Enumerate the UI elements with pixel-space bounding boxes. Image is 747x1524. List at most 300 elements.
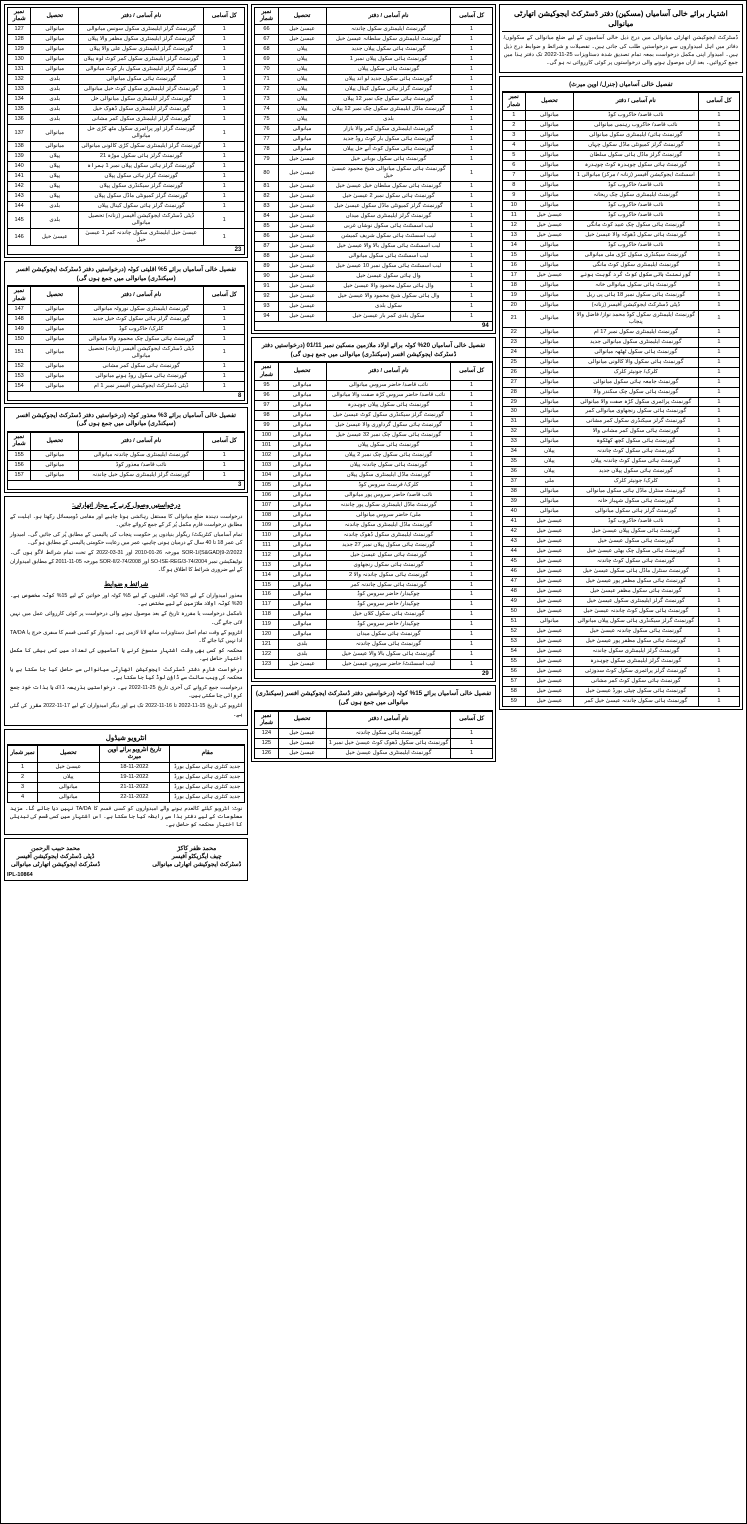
cell-count: 1 — [698, 200, 739, 210]
cell-tehsil: میانوالی — [525, 180, 573, 190]
cell-sr: 8 — [502, 180, 525, 190]
schedule-row — [8, 783, 245, 793]
col-date: تاریخ انٹرویو برائے اوپن میرٹ — [99, 745, 170, 762]
cell-sr: 102 — [255, 450, 278, 460]
cell-count: 1 — [698, 337, 739, 347]
cell-sr: 29 — [502, 397, 525, 407]
cell-count: 1 — [451, 55, 492, 65]
cell-post: گورنمنٹ ہائی سکول کچھ کھٹکوہ — [573, 437, 698, 447]
cell-count: 1 — [451, 600, 492, 610]
cell-count: 1 — [451, 302, 492, 312]
cell-tehsil: میانوالی — [31, 35, 79, 45]
cell-sr: 142 — [8, 182, 31, 192]
col-post: نام آسامی / دفتر — [326, 8, 451, 25]
disabled-rows-body — [8, 450, 245, 480]
cell-sr: 28 — [502, 387, 525, 397]
cell-count: 1 — [204, 105, 245, 115]
cell-count: 1 — [204, 460, 245, 470]
schedule-row — [8, 793, 245, 803]
cell-count: 1 — [698, 417, 739, 427]
cell-center: جدید کنٹری ہائی سکول بورڈ — [170, 763, 245, 773]
table-row — [502, 300, 739, 310]
cell-post: کلرک/ خاکروب کوڈ — [79, 324, 204, 334]
cell-post: گورنمنٹ ایلیمنٹری سکول میانوالی جدید — [573, 337, 698, 347]
table-row — [255, 155, 492, 165]
cell-tehsil: میانوالی — [278, 470, 326, 480]
cell-post: گورنمنٹ ہائی سکول چپٹی بورڈ عیسیٰ خیل — [573, 687, 698, 697]
cell-tehsil: میانوالی — [31, 324, 79, 334]
cell-tehsil: عیسیٰ خیل — [31, 229, 79, 246]
cell-count: 1 — [451, 520, 492, 530]
cell-center: جدید کنٹری ہائی سکول بورڈ — [170, 783, 245, 793]
table-row — [502, 200, 739, 210]
cell-count: 1 — [451, 192, 492, 202]
col-sr: نمبر شمار — [8, 433, 31, 450]
table-row — [255, 242, 492, 252]
table-row — [502, 240, 739, 250]
table-row — [8, 142, 245, 152]
cell-post: گورنمنٹ سنٹرل ماڈل ہائی سکول میانوالی — [573, 487, 698, 497]
table-row — [502, 437, 739, 447]
cell-post: گورنمنٹ ہائی سکول والا کالونی میانوالی — [573, 357, 698, 367]
cell-post: سکول بلدی — [326, 302, 451, 312]
cell-count: 1 — [451, 45, 492, 55]
col-tehsil: تحصیل — [31, 433, 79, 450]
general-rows-body-right — [502, 110, 739, 706]
cell-count: 1 — [204, 314, 245, 324]
cell-tehsil: عیسیٰ خیل — [525, 687, 573, 697]
cell-count: 1 — [451, 212, 492, 222]
cell-sr: 122 — [255, 650, 278, 660]
cell-count: 1 — [698, 220, 739, 230]
table-row — [255, 282, 492, 292]
cell-count: 1 — [698, 437, 739, 447]
cell-sr: 30 — [502, 407, 525, 417]
table-row — [502, 637, 739, 647]
table-row — [255, 202, 492, 212]
cell-tehsil: عیسیٰ خیل — [525, 517, 573, 527]
table-row — [502, 220, 739, 230]
table-row — [8, 314, 245, 324]
cell-post: گورنمنٹ گرلز ایلیمنٹری سکول کڑی کالونی میانوالی — [79, 142, 204, 152]
cell-post: گورنمنٹ ہائی سکول گرداوری والا عیسیٰ خیل — [326, 420, 451, 430]
cell-post: گورنمنٹ ہائی سکول چک سکندر والا — [573, 387, 698, 397]
cell-post: لیب اسسٹنٹ ہائی سکول بالا والا عیسیٰ خیل — [326, 242, 451, 252]
cell-count: 1 — [451, 202, 492, 212]
cell-tehsil: میانوالی — [525, 190, 573, 200]
cell-post: گورنمنٹ ہائی سکول شہباز خانہ — [573, 497, 698, 507]
widow-rows-body — [255, 729, 492, 759]
cell-tehsil: عیسیٰ خیل — [278, 312, 326, 322]
signature-left — [152, 845, 241, 870]
cell-sr: 136 — [8, 115, 31, 125]
cell-count: 1 — [451, 85, 492, 95]
table-row — [502, 627, 739, 637]
table-row — [255, 262, 492, 272]
cell-tehsil: میانوالی — [278, 480, 326, 490]
cell-post: گورنمنٹ گرلز کمیونٹی ماڈل سکول عیسیٰ خیل — [326, 202, 451, 212]
cell-sr: 148 — [8, 314, 31, 324]
col-sr: نمبر شمار — [8, 287, 31, 304]
cell-sr: 49 — [502, 597, 525, 607]
cell-tehsil: میانوالی — [525, 130, 573, 140]
cell-post: گورنمنٹ ہائی سکول پپلاں چوہدرہ — [326, 400, 451, 410]
cell-post: گورنمنٹ گرلز ہائی سکول پپلاں — [79, 172, 204, 182]
cell-post: گورنمنٹ ہائی سکول عیسیٰ خیل — [326, 550, 451, 560]
cell-post: چوکیدار/ حاضر سروس کوڈ — [326, 590, 451, 600]
table-row — [255, 550, 492, 560]
terms-paragraph: نامکمل درخواست یا مقررہ تاریخ کے بعد موصول ہونے والی درخواست پر کوئی کارروائی عمل میں نہیں لائی جائے گی۔ — [10, 611, 243, 626]
col-sr: نمبر شمار — [255, 363, 278, 380]
cell-sr: 56 — [502, 667, 525, 677]
cell-post: گورنمنٹ ایلیمنٹری سکول کوٹ مانگی — [573, 260, 698, 270]
table-row — [502, 397, 739, 407]
cell-tehsil: میانوالی — [278, 390, 326, 400]
cell-tehsil: عیسیٰ خیل — [278, 182, 326, 192]
cell-count: 1 — [698, 230, 739, 240]
cell-sr: 59 — [502, 697, 525, 707]
table-row — [255, 302, 492, 312]
cell-tehsil: عیسیٰ خیل — [278, 729, 326, 739]
cell-tehsil: میانوالی — [31, 142, 79, 152]
cell-post: گورنمنٹ گرلز ایلیمنٹری سکول چوہدرہ — [573, 657, 698, 667]
cell-sr: 100 — [255, 430, 278, 440]
cell-tehsil: پپلاں — [31, 192, 79, 202]
table-row — [502, 607, 739, 617]
cell-post: گورنمنٹ ہائی سکول عیسیٰ خیل — [573, 537, 698, 547]
cell-sr: 113 — [255, 560, 278, 570]
table-row — [255, 600, 492, 610]
cell-tehsil: عیسیٰ خیل — [278, 232, 326, 242]
cell-post: گورنمنٹ ہائی سکول کلاں خیل — [326, 610, 451, 620]
apply-authority-text — [7, 511, 245, 578]
table-row — [502, 537, 739, 547]
table-row — [502, 507, 739, 517]
table-row — [502, 517, 739, 527]
table-row — [255, 640, 492, 650]
cell-tehsil: عیسیٰ خیل — [278, 262, 326, 272]
table-row — [502, 497, 739, 507]
signature-right-office: ڈسٹرکٹ ایجوکیشن اتھارٹی میانوالی — [11, 862, 101, 869]
total-general-left: 23 — [7, 246, 245, 255]
cell-count: 1 — [451, 125, 492, 135]
table-row — [502, 367, 739, 377]
cell-sr: 2 — [502, 120, 525, 130]
cell-count: 1 — [451, 470, 492, 480]
cell-sr: 73 — [255, 95, 278, 105]
table-row — [8, 304, 245, 314]
cell-sr: 3 — [502, 130, 525, 140]
cell-count: 1 — [451, 145, 492, 155]
col-count: کل آسامی — [204, 287, 245, 304]
cell-tehsil: بلدی — [31, 75, 79, 85]
minority-quota-table — [7, 286, 245, 391]
cell-sr: 114 — [255, 570, 278, 580]
cell-post: گورنمنٹ ہائی سکول چاندنہ عیسیٰ خیل — [573, 627, 698, 637]
general-section-title: تفصیل خالی آسامیاں (جنرل/ اوپن میرٹ) — [502, 79, 740, 93]
table-row — [8, 182, 245, 192]
table-row — [8, 162, 245, 172]
cell-tehsil: میانوالی — [31, 470, 79, 480]
cell-count: 1 — [451, 222, 492, 232]
cell-count: 1 — [204, 470, 245, 480]
cell-sr: 84 — [255, 212, 278, 222]
cell-count: 1 — [204, 334, 245, 344]
cell-sr: 12 — [502, 220, 525, 230]
table-row — [255, 380, 492, 390]
cell-post: گورنمنٹ ہائی سکول پپلاں عیسیٰ خیل — [573, 527, 698, 537]
total-general-mid: 94 — [254, 322, 492, 331]
table-row — [8, 95, 245, 105]
cell-count: 1 — [698, 250, 739, 260]
cell-tehsil: میانوالی — [525, 357, 573, 367]
cell-sr: 119 — [255, 620, 278, 630]
cell-sr: 94 — [255, 312, 278, 322]
cell-count: 1 — [451, 135, 492, 145]
table-row — [502, 647, 739, 657]
cell-sr: 33 — [502, 437, 525, 447]
cell-tehsil: میانوالی — [278, 135, 326, 145]
table-row — [255, 165, 492, 182]
table-row — [502, 160, 739, 170]
cell-count: 1 — [451, 570, 492, 580]
cell-count: 1 — [204, 212, 245, 229]
cell-sr: 10 — [502, 200, 525, 210]
cell-post: سکول بلدی کمر بار عیسیٰ خیل — [326, 312, 451, 322]
cell-count: 1 — [451, 739, 492, 749]
cell-date: 22-11-2022 — [99, 793, 170, 803]
cell-sr: 157 — [8, 470, 31, 480]
cell-post: وال ہائی سکول شیخ محمود والا عیسیٰ خیل — [326, 292, 451, 302]
cell-tehsil: میانوالی — [31, 460, 79, 470]
cell-sr: 79 — [255, 155, 278, 165]
cell-post: گورنمنٹ گرلز ایلیمنٹری سکول عیسیٰ خیل — [573, 597, 698, 607]
cell-sr: 78 — [255, 145, 278, 155]
cell-post: گورنمنٹ ہائی سکول چک نمبر 12 پپلاں — [326, 95, 451, 105]
cell-sr: 83 — [255, 202, 278, 212]
table-row — [502, 547, 739, 557]
cell-tehsil: میانوالی — [278, 430, 326, 440]
table-header-row — [255, 363, 492, 380]
cell-tehsil: میانوالی — [31, 25, 79, 35]
cell-tehsil: میانوالی — [525, 290, 573, 300]
cell-post: گورنمنٹ ہائی سکول کمر مشانی والا — [573, 427, 698, 437]
cell-sr: 32 — [502, 427, 525, 437]
table-row — [255, 222, 492, 232]
table-row — [8, 450, 245, 460]
cell-post: گورنمنٹ ایلیمنٹری سکول کمر والا بازار — [326, 125, 451, 135]
cell-post: گورنمنٹ ہائی/ ایلیمنٹری سکول میانوالی — [573, 130, 698, 140]
table-row — [502, 280, 739, 290]
cell-sr: 98 — [255, 410, 278, 420]
cell-sr: 156 — [8, 460, 31, 470]
cell-tehsil: عیسیٰ خیل — [278, 739, 326, 749]
cell-center: جدید کنٹری ہائی سکول بورڈ — [170, 773, 245, 783]
cell-count: 1 — [451, 530, 492, 540]
cell-count: 1 — [451, 500, 492, 510]
cell-sr: 15 — [502, 250, 525, 260]
table-row — [502, 347, 739, 357]
cell-post: لیب اسسٹنٹ ہائی سکول نمبر 10 عیسیٰ خیل — [326, 262, 451, 272]
table-row — [8, 25, 245, 35]
col-count: کل آسامی — [204, 433, 245, 450]
table-header-row — [255, 711, 492, 728]
table-row — [255, 470, 492, 480]
signature-left-designation: چیف ایگزیکٹو آفیسر — [171, 853, 222, 860]
table-row — [255, 55, 492, 65]
col-tehsil: تحصیل — [278, 8, 326, 25]
cell-count: 1 — [204, 324, 245, 334]
cell-sr: 125 — [255, 739, 278, 749]
cell-post: گورنمنٹ ہائی سکول پپلاں جدید — [326, 45, 451, 55]
cell-tehsil: پپلاں — [31, 182, 79, 192]
table-row — [502, 417, 739, 427]
cell-sr: 20 — [502, 300, 525, 310]
table-row — [255, 749, 492, 759]
table-row — [8, 55, 245, 65]
table-row — [502, 557, 739, 567]
cell-sr: 88 — [255, 252, 278, 262]
cell-tehsil: میانوالی — [278, 600, 326, 610]
general-vacancies-table-right — [502, 92, 740, 707]
cell-sr: 66 — [255, 25, 278, 35]
cell-post: گورنمنٹ ایلیمنٹری سکول نمبر 17 ام — [573, 327, 698, 337]
cell-tehsil: پپلاں — [31, 152, 79, 162]
table-row — [8, 344, 245, 361]
cell-tehsil: میانوالی — [278, 490, 326, 500]
cell-sr: 11 — [502, 210, 525, 220]
table-row — [502, 467, 739, 477]
cell-tehsil: عیسیٰ خیل — [278, 660, 326, 670]
cell-tehsil: میانوالی — [31, 344, 79, 361]
cell-tehsil: عیسیٰ خیل — [525, 547, 573, 557]
table-row — [255, 65, 492, 75]
cell-tehsil: عیسیٰ خیل — [525, 220, 573, 230]
signature-right — [11, 845, 100, 870]
cell-post: نائب قاصد/ خاکروب کوڈ — [573, 210, 698, 220]
cell-sr: 27 — [502, 377, 525, 387]
cell-tehsil: عیسیٰ خیل — [525, 597, 573, 607]
cell-count: 1 — [204, 75, 245, 85]
cell-count: 1 — [204, 371, 245, 381]
table-row — [255, 560, 492, 570]
cell-tehsil: عیسیٰ خیل — [525, 270, 573, 280]
cell-sr: 4 — [502, 140, 525, 150]
cell-post: گورنمنٹ گرلز ایلیمنٹری سکول خیل چاندنہ — [79, 470, 204, 480]
cell-count: 1 — [698, 647, 739, 657]
cell-sr: 131 — [8, 65, 31, 75]
cell-post: نائب قاصد/ خاکروب رہنمی میانوالی — [573, 120, 698, 130]
cell-sr: 85 — [255, 222, 278, 232]
cell-count: 1 — [451, 580, 492, 590]
table-row — [502, 310, 739, 327]
cell-sr: 68 — [255, 45, 278, 55]
cell-post: گورنمنٹ ہائی سکول چاندنہ پپلاں — [326, 460, 451, 470]
cell-post: گورنمنٹ گرلز ایلیمنٹری سکول ڈھوک خیل — [79, 105, 204, 115]
cell-post: گورنمنٹ جامعہ ہائی سکول میانوالی — [573, 377, 698, 387]
cell-tehsil: میانوالی — [278, 450, 326, 460]
cell-center: جدید کنٹری ہائی سکول بورڈ — [170, 793, 245, 803]
table-row — [8, 75, 245, 85]
general-vacancies-table-left — [7, 7, 245, 246]
cell-post: گورنمنٹ گرلز ایلیمنٹری سکول بار کوٹ میانوالی — [79, 65, 204, 75]
cell-tehsil: میانوالی — [278, 125, 326, 135]
cell-tehsil: پپلاں — [278, 105, 326, 115]
cell-tehsil: میانوالی — [278, 620, 326, 630]
cell-count: 1 — [451, 400, 492, 410]
table-row — [255, 390, 492, 400]
total-children: 29 — [254, 670, 492, 679]
cell-sr: 40 — [502, 507, 525, 517]
cell-tehsil: میانوالی — [525, 240, 573, 250]
table-row — [502, 567, 739, 577]
cell-tehsil: عیسیٰ خیل — [525, 637, 573, 647]
cell-sr: 153 — [8, 371, 31, 381]
cell-count: 1 — [451, 182, 492, 192]
cell-post: گورنمنٹ گرلز ایلیمنٹری سکول میداں — [326, 212, 451, 222]
cell-post: گورنمنٹ گرلز سیکنڈری سکول کوٹ عیسیٰ خیل — [326, 410, 451, 420]
cell-count: 1 — [204, 115, 245, 125]
table-row — [502, 230, 739, 240]
minority-rows-body — [8, 304, 245, 391]
cell-sr: 6 — [502, 160, 525, 170]
cell-post: نائب قاصد/ حاضر سروس کڑہ صفت والا میانوالی — [326, 390, 451, 400]
cell-tehsil: میانوالی — [278, 145, 326, 155]
table-row — [502, 120, 739, 130]
cell-tehsil: عیسیٰ خیل — [525, 557, 573, 567]
table-row — [255, 729, 492, 739]
cell-tehsil: عیسیٰ خیل — [278, 212, 326, 222]
cell-tehsil: میانوالی — [37, 783, 99, 793]
schedule-row — [8, 763, 245, 773]
cell-post: گورنمنٹ ماڈل ایلیمنٹری سکول چک نمبر 12 پپلاں — [326, 105, 451, 115]
cell-count: 1 — [698, 327, 739, 337]
cell-post: گورنمنٹ ایلیمنٹری سکول چاندنہ — [326, 25, 451, 35]
cell-count: 1 — [698, 697, 739, 707]
cell-post: گورنمنٹ ہائی سکول چک بھٹی عیسیٰ خیل — [573, 547, 698, 557]
cell-tehsil: عیسیٰ خیل — [525, 667, 573, 677]
cell-tehsil: میانوالی — [525, 417, 573, 427]
table-row — [502, 377, 739, 387]
col-tehsil: تحصیل — [37, 745, 99, 762]
cell-post: گورنمنٹ ہائی سکول میانوالی شیخ محمود عیسیٰ خیل — [326, 165, 451, 182]
schedule-rows-body — [8, 763, 245, 803]
cell-count: 1 — [698, 190, 739, 200]
cell-tehsil: عیسیٰ خیل — [525, 210, 573, 220]
widow-quota-table — [254, 711, 492, 759]
cell-sr: 70 — [255, 65, 278, 75]
cell-sr: 121 — [255, 640, 278, 650]
cell-post: لیب اسسٹنٹ ہائی سکول شریف کمیشن — [326, 232, 451, 242]
cell-post: گورنمنٹ ہائی سکول رنجھاوی — [326, 560, 451, 570]
cell-post: گورنمنٹ ہائی سکول روڈ ہونے میانوالی — [79, 371, 204, 381]
cell-post: گورنمنٹ گرلز سیکنڈری سکول پپلاں — [79, 182, 204, 192]
cell-count: 1 — [204, 45, 245, 55]
table-row — [502, 477, 739, 487]
cell-tehsil: عیسیٰ خیل — [525, 230, 573, 240]
cell-tehsil: میانوالی — [278, 400, 326, 410]
table-row — [502, 457, 739, 467]
cell-tehsil: بلدی — [31, 212, 79, 229]
cell-count: 1 — [698, 687, 739, 697]
cell-post: گورنمنٹ ہائی سکول چک محمود والا میانوالی — [79, 334, 204, 344]
table-row — [502, 210, 739, 220]
col-tehsil: تحصیل — [278, 711, 326, 728]
cell-count: 1 — [451, 620, 492, 630]
table-row — [502, 150, 739, 160]
cell-count: 1 — [698, 130, 739, 140]
cell-sr: 118 — [255, 610, 278, 620]
